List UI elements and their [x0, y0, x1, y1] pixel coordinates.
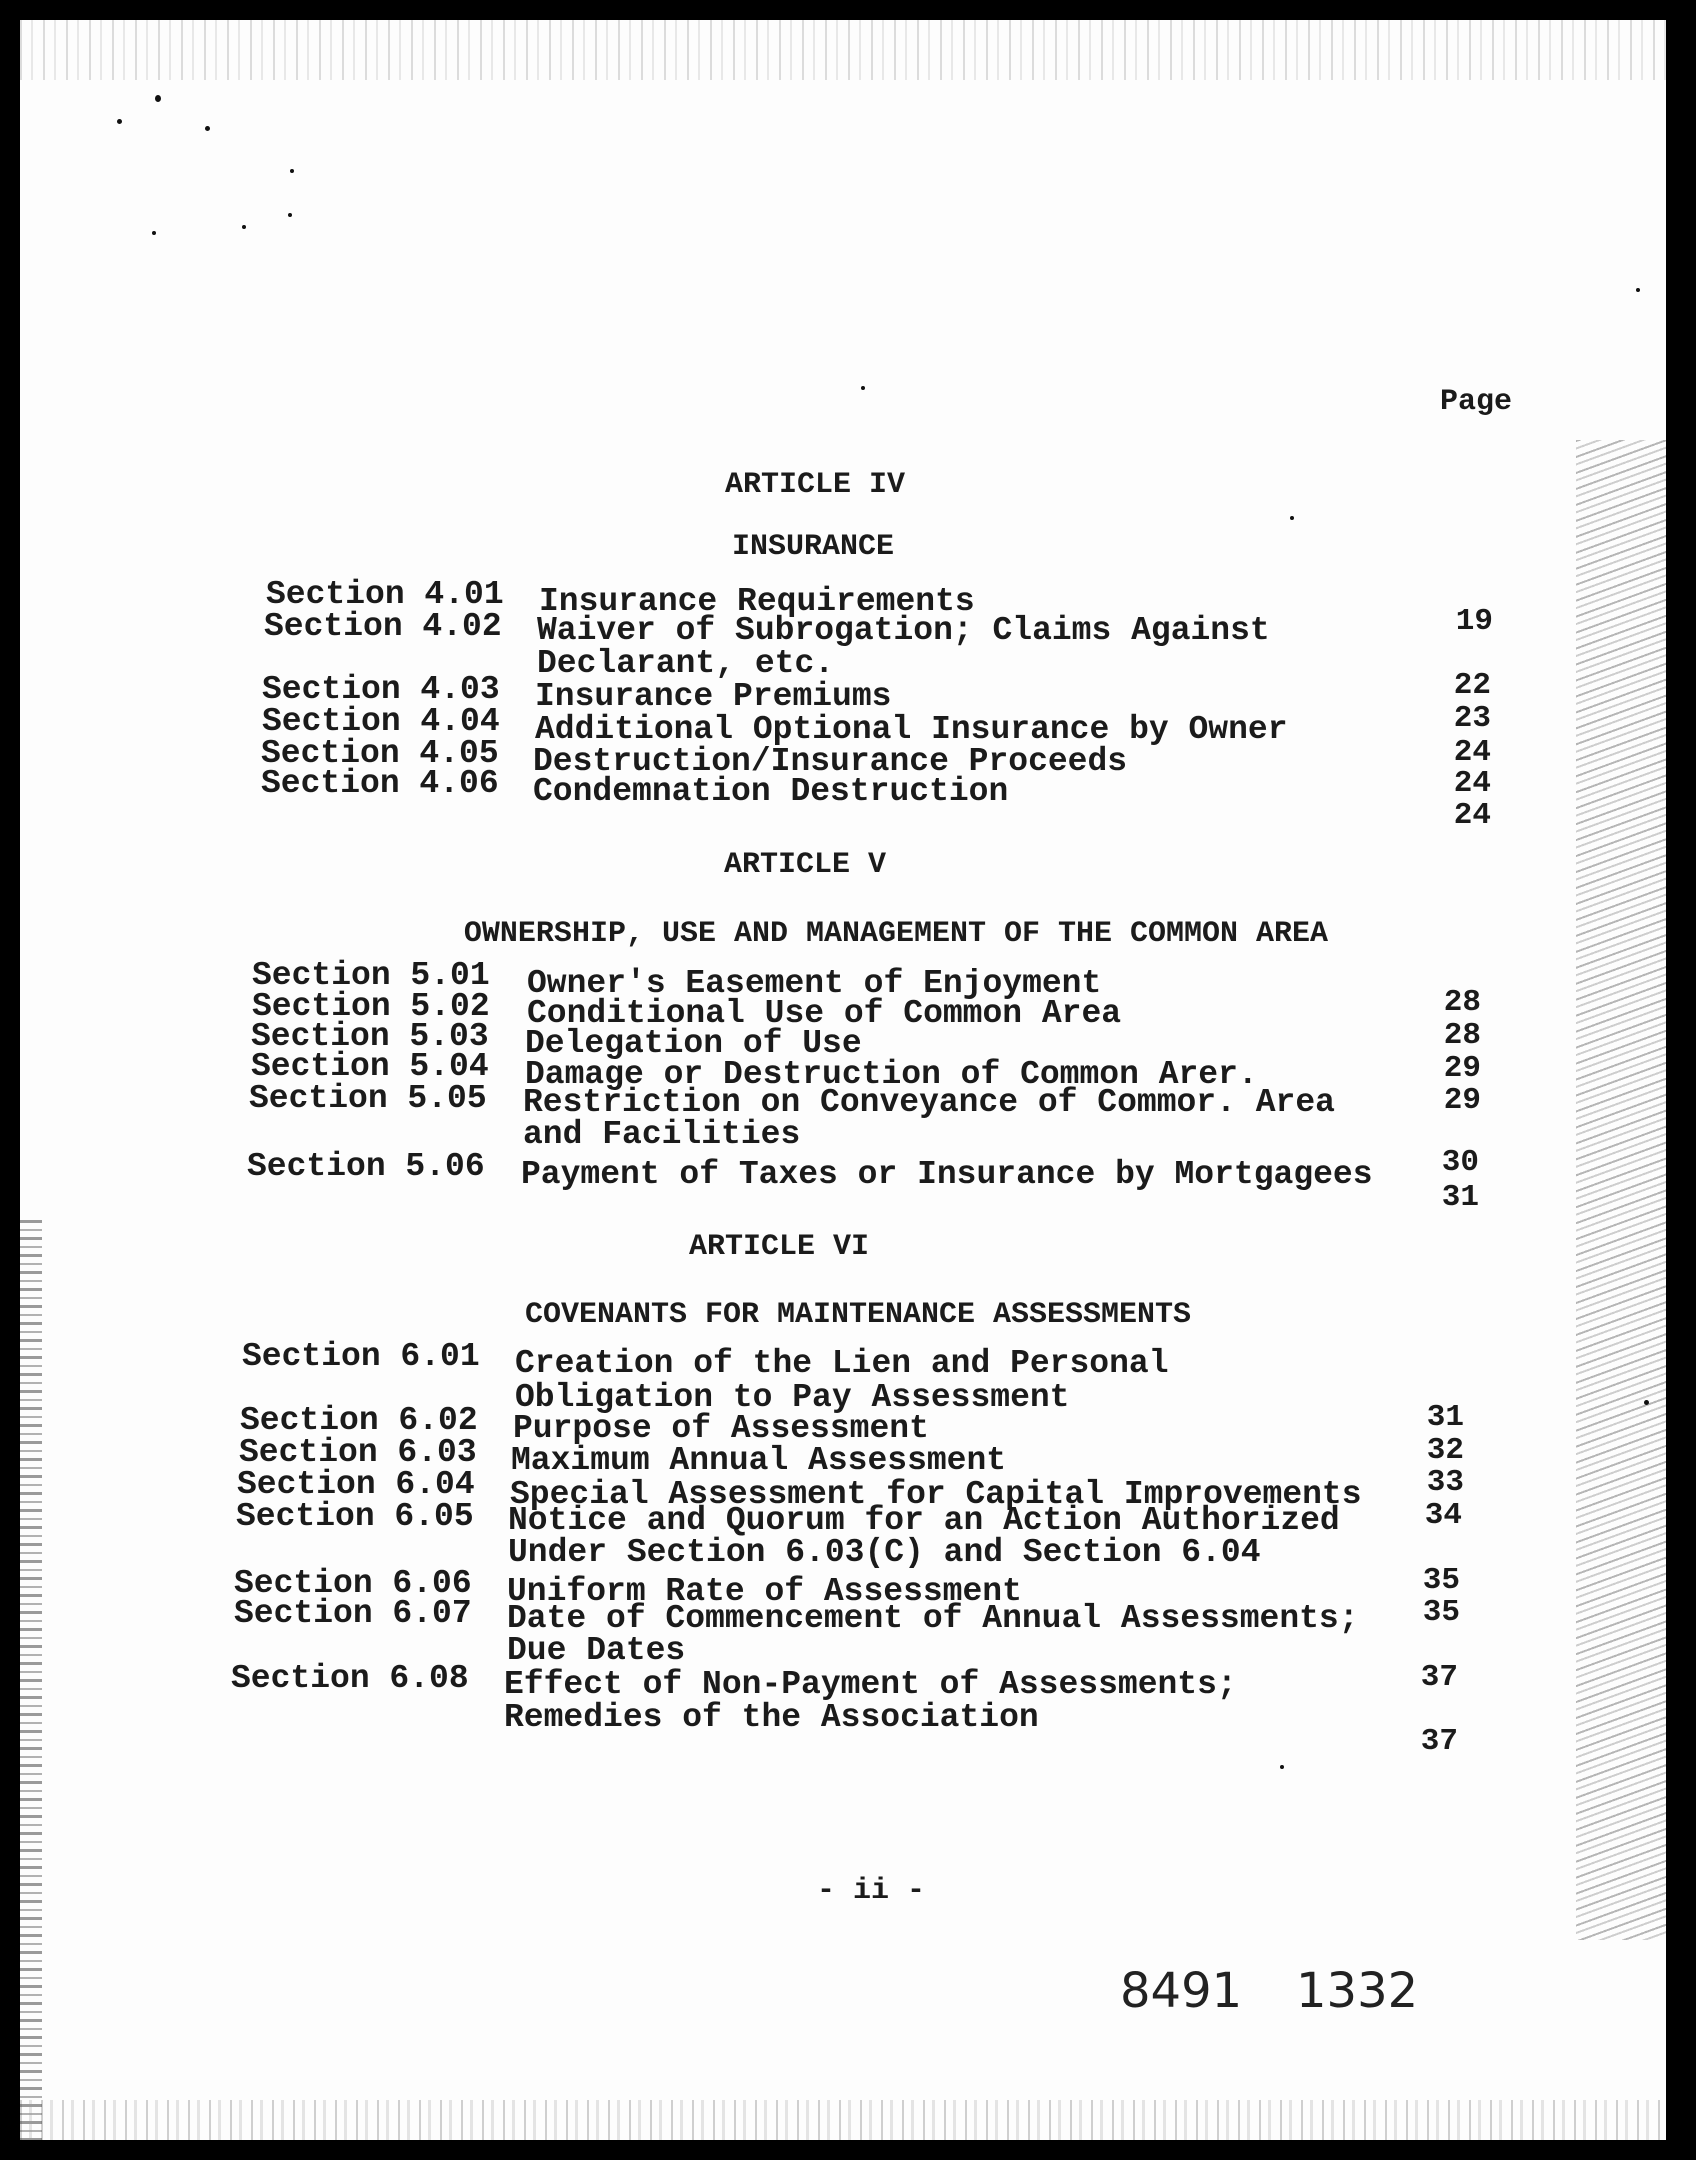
section-number: Section 4.01 [266, 576, 504, 613]
page-number: 19 [1455, 604, 1493, 639]
section-number: Section 6.04 [237, 1466, 475, 1503]
page-number: 24 [1453, 798, 1491, 833]
section-title: Maximum Annual Assessment [511, 1442, 1007, 1479]
section-title: Waiver of Subrogation; Claims Against Declarant, etc. [537, 612, 1270, 682]
scan-speck [1290, 516, 1294, 520]
page-number: 33 [1426, 1465, 1464, 1500]
scan-speck [1280, 1765, 1284, 1769]
section-number: Section 5.06 [247, 1148, 485, 1185]
section-number: Section 6.05 [236, 1498, 474, 1535]
section-title: Insurance Requirements [539, 583, 975, 620]
scan-speck [861, 386, 865, 390]
article-v-heading: ARTICLE V [723, 848, 887, 882]
section-title: Payment of Taxes or Insurance by Mortgagees [521, 1156, 1373, 1193]
section-title: Damage or Destruction of Common Arer. [525, 1056, 1258, 1093]
scan-speck [1644, 1400, 1649, 1405]
page-number: 22 [1453, 668, 1491, 703]
page-number: 29 [1443, 1051, 1481, 1086]
scan-speck [155, 95, 161, 102]
scan-speck [205, 126, 210, 131]
section-title: Creation of the Lien and Personal Obligation to Pay Assessment [515, 1345, 1169, 1416]
page-number: 37 [1420, 1724, 1458, 1759]
scan-speck [117, 119, 122, 124]
scan-speck [290, 169, 294, 173]
page-number: 32 [1426, 1433, 1464, 1468]
section-title: Notice and Quorum for an Action Authorized Under Section 6.03(C) and Section 6.04 [508, 1502, 1340, 1571]
section-number: Section 5.01 [252, 957, 490, 994]
section-number: Section 4.02 [264, 608, 502, 645]
page-number: 28 [1443, 985, 1481, 1020]
section-title: Conditional Use of Common Area [527, 995, 1122, 1032]
article-iv-title: INSURANCE [731, 530, 895, 564]
page-number: 35 [1422, 1563, 1460, 1598]
scan-speck [152, 231, 156, 235]
section-number: Section 5.05 [249, 1080, 487, 1117]
section-title: Insurance Premiums [535, 678, 892, 715]
section-title: Restriction on Conveyance of Commor. Area and Facilities [523, 1084, 1335, 1153]
footer-page-number: - ii - [816, 1874, 926, 1908]
scan-noise-left [20, 1220, 42, 2140]
section-number: Section 4.06 [261, 765, 499, 802]
page-number: 29 [1443, 1083, 1481, 1118]
section-title: Delegation of Use [525, 1025, 862, 1062]
page-number: 37 [1420, 1660, 1458, 1695]
section-title: Condemnation Destruction [533, 773, 1009, 810]
scan-speck [1636, 288, 1640, 292]
section-title: Effect of Non-Payment of Assessments; Remedies of the Association [504, 1666, 1237, 1736]
page-number: 24 [1453, 735, 1491, 770]
page-number: 35 [1422, 1595, 1460, 1630]
section-number: Section 6.06 [234, 1565, 472, 1602]
scan-noise-right [1576, 440, 1666, 1940]
section-title: Purpose of Assessment [513, 1410, 929, 1447]
section-number: Section 6.03 [239, 1434, 477, 1471]
section-number: Section 4.05 [261, 735, 499, 772]
section-number: Section 6.02 [240, 1402, 478, 1439]
section-title: Uniform Rate of Assessment [507, 1573, 1022, 1610]
scan-noise-top [20, 20, 1666, 80]
section-title: Additional Optional Insurance by Owner [535, 711, 1288, 748]
page-number: 31 [1426, 1400, 1464, 1435]
section-number: Section 5.02 [252, 988, 490, 1025]
section-number: Section 4.04 [262, 703, 500, 740]
section-number: Section 4.03 [262, 671, 500, 708]
section-title: Destruction/Insurance Proceeds [533, 743, 1128, 780]
scan-speck [242, 225, 246, 229]
page-number: 34 [1424, 1498, 1462, 1533]
page-column-label: Page [1440, 385, 1513, 419]
section-title: Special Assessment for Capital Improvements [510, 1476, 1362, 1513]
section-number: Section 6.07 [234, 1595, 472, 1632]
page-number: 23 [1453, 701, 1491, 736]
article-vi-title: COVENANTS FOR MAINTENANCE ASSESSMENTS [524, 1298, 1192, 1332]
page-number: 24 [1453, 766, 1491, 801]
article-vi-heading: ARTICLE VI [688, 1230, 870, 1264]
page-number: 28 [1443, 1018, 1481, 1053]
document-page [20, 20, 1666, 2140]
stamp-number-right: 1332 [1296, 1963, 1419, 2019]
section-number: Section 6.08 [231, 1660, 469, 1697]
section-title: Date of Commencement of Annual Assessments; Due Dates [507, 1600, 1359, 1669]
page-number: 31 [1441, 1180, 1479, 1215]
section-number: Section 5.04 [251, 1048, 489, 1085]
stamp-number-left: 8491 [1120, 1963, 1243, 2019]
section-number: Section 6.01 [242, 1338, 480, 1375]
section-number: Section 5.03 [251, 1018, 489, 1055]
page-number: 30 [1441, 1145, 1479, 1180]
section-title: Owner's Easement of Enjoyment [527, 965, 1102, 1002]
scan-noise-bottom [20, 2100, 1666, 2140]
scan-speck [288, 213, 292, 217]
article-iv-heading: ARTICLE IV [724, 468, 906, 502]
article-v-title: OWNERSHIP, USE AND MANAGEMENT OF THE COMMON AREA [463, 917, 1329, 951]
